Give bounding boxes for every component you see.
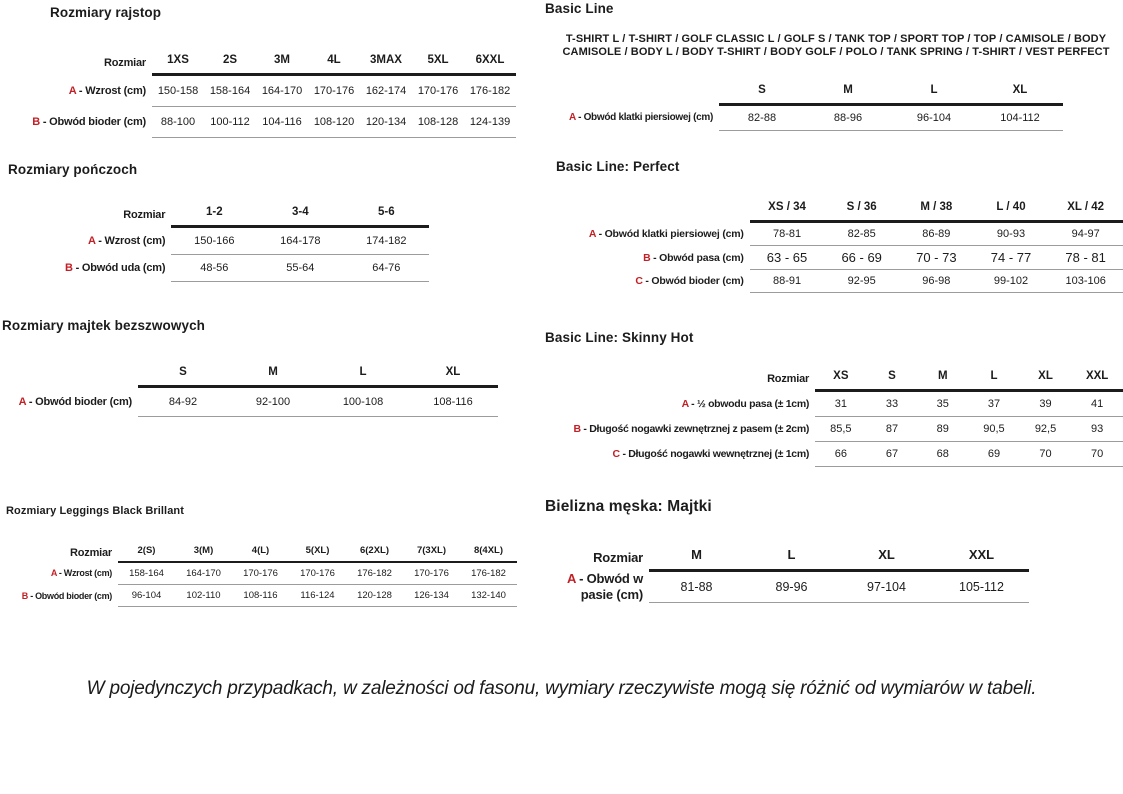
column-header: 7(3XL) bbox=[403, 543, 460, 562]
value-cell: 100-112 bbox=[204, 107, 256, 138]
row-label: A - Obwód bioder (cm) bbox=[18, 395, 132, 408]
column-header: 2S bbox=[204, 52, 256, 75]
corner-label: Rozmiar bbox=[593, 550, 643, 566]
table-header-row bbox=[545, 82, 1063, 105]
table-row bbox=[65, 255, 429, 282]
value-cell: 99-102 bbox=[974, 270, 1049, 293]
table-row bbox=[30, 107, 516, 138]
value-cell: 92-100 bbox=[228, 387, 318, 417]
value-cell: 150-158 bbox=[152, 75, 204, 107]
table-row bbox=[30, 75, 516, 107]
column-header: M bbox=[228, 364, 318, 387]
value-cell: 92-95 bbox=[824, 270, 899, 293]
column-header: M / 38 bbox=[899, 199, 974, 222]
value-cell: 88-100 bbox=[152, 107, 204, 138]
corner-label: Rozmiar bbox=[123, 209, 166, 222]
value-cell: 176-182 bbox=[460, 562, 517, 585]
column-header: M bbox=[805, 82, 891, 105]
value-cell: 124-139 bbox=[464, 107, 516, 138]
value-cell: 90-93 bbox=[974, 222, 1049, 246]
column-header: 5XL bbox=[412, 52, 464, 75]
row-label: B - Długość nogawki zewnętrznej z pasem (± 2cm) bbox=[573, 423, 810, 435]
row-key-letter: A bbox=[88, 234, 96, 247]
value-cell: 85,5 bbox=[815, 417, 867, 442]
section-title-rozmiary-ponczoch: Rozmiary pończoch bbox=[8, 162, 138, 177]
row-key-letter: A bbox=[566, 570, 576, 586]
value-cell: 41 bbox=[1071, 391, 1123, 417]
value-cell: 37 bbox=[968, 391, 1020, 417]
row-label: B - Obwód bioder (cm) bbox=[21, 590, 112, 601]
column-header: S bbox=[867, 368, 918, 391]
section-title-bielizna-meska: Bielizna męska: Majtki bbox=[545, 498, 712, 515]
value-cell: 69 bbox=[968, 442, 1020, 467]
value-cell: 74 - 77 bbox=[974, 246, 1049, 270]
value-cell: 70 bbox=[1020, 442, 1072, 467]
column-header: XXL bbox=[934, 545, 1029, 571]
section-title-basic-line-perfect: Basic Line: Perfect bbox=[556, 159, 680, 174]
row-key-letter: B bbox=[643, 251, 651, 264]
value-cell: 82-85 bbox=[824, 222, 899, 246]
column-header: 3MAX bbox=[360, 52, 412, 75]
value-cell: 158-164 bbox=[204, 75, 256, 107]
column-header: XL / 42 bbox=[1048, 199, 1123, 222]
value-cell: 82-88 bbox=[719, 105, 805, 131]
column-header: 5-6 bbox=[343, 204, 429, 227]
table-rozmiary-majtek-bezszwowych bbox=[2, 364, 498, 417]
row-key-letter: B bbox=[573, 423, 581, 435]
table-header-row bbox=[560, 199, 1123, 222]
value-cell: 126-134 bbox=[403, 585, 460, 607]
section-title-rozmiary-leggings: Rozmiary Leggings Black Brillant bbox=[6, 505, 185, 517]
section-title-rozmiary-majtek-bezszwowych: Rozmiary majtek bezszwowych bbox=[2, 318, 206, 333]
value-cell: 78-81 bbox=[750, 222, 825, 246]
column-header: 4(L) bbox=[232, 543, 289, 562]
value-cell: 170-176 bbox=[289, 562, 346, 585]
row-key-letter: C bbox=[612, 448, 620, 460]
value-cell: 39 bbox=[1020, 391, 1072, 417]
row-label: A - Wzrost (cm) bbox=[88, 234, 166, 247]
column-header: 8(4XL) bbox=[460, 543, 517, 562]
value-cell: 108-116 bbox=[408, 387, 498, 417]
value-cell: 31 bbox=[815, 391, 867, 417]
column-header: XL bbox=[839, 545, 934, 571]
row-key-letter: C bbox=[635, 275, 643, 287]
table-row bbox=[560, 270, 1123, 293]
value-cell: 104-112 bbox=[977, 105, 1063, 131]
value-cell: 104-116 bbox=[256, 107, 308, 138]
table-row bbox=[542, 442, 1123, 467]
row-label: A - Obwód w pasie (cm) bbox=[566, 570, 643, 602]
row-label: B - Obwód bioder (cm) bbox=[32, 116, 146, 128]
column-header: L bbox=[891, 82, 977, 105]
table-rozmiary-leggings bbox=[18, 543, 517, 607]
table-row bbox=[560, 222, 1123, 246]
value-cell: 87 bbox=[867, 417, 918, 442]
column-header: 6XXL bbox=[464, 52, 516, 75]
basic-line-product-list: T-SHIRT L / T-SHIRT / GOLF CLASSIC L / GOLF S / TANK TOP / SPORT TOP / TOP / CAMISOLE / BODY CAMISOLE / BODY L / BODY T-SHIRT / BODY GOLF / POLO / TANK SPRING / T-SHIRT / VEST PERFECT bbox=[562, 33, 1110, 58]
value-cell: 81-88 bbox=[649, 571, 744, 603]
row-key-letter: B bbox=[65, 262, 73, 274]
column-header: 1XS bbox=[152, 52, 204, 75]
column-header: 3(M) bbox=[175, 543, 232, 562]
table-row bbox=[65, 227, 429, 255]
column-header: S / 36 bbox=[824, 199, 899, 222]
value-cell: 170-176 bbox=[403, 562, 460, 585]
row-key-letter: A bbox=[681, 397, 689, 410]
column-header: 2(S) bbox=[118, 543, 175, 562]
value-cell: 48-56 bbox=[171, 255, 257, 282]
table-rozmiary-ponczoch bbox=[65, 204, 429, 282]
value-cell: 90,5 bbox=[968, 417, 1020, 442]
column-header: 6(2XL) bbox=[346, 543, 403, 562]
value-cell: 170-176 bbox=[308, 75, 360, 107]
row-label: C - Obwód bioder (cm) bbox=[635, 275, 744, 287]
value-cell: 66 - 69 bbox=[824, 246, 899, 270]
value-cell: 97-104 bbox=[839, 571, 934, 603]
corner-label: Rozmiar bbox=[104, 57, 146, 70]
value-cell: 63 - 65 bbox=[750, 246, 825, 270]
value-cell: 150-166 bbox=[171, 227, 257, 255]
table-row bbox=[545, 105, 1063, 131]
section-title-rozmiary-rajstop: Rozmiary rajstop bbox=[50, 5, 162, 20]
value-cell: 67 bbox=[867, 442, 918, 467]
column-header: XL bbox=[408, 364, 498, 387]
value-cell: 108-116 bbox=[232, 585, 289, 607]
column-header: 3-4 bbox=[257, 204, 343, 227]
value-cell: 93 bbox=[1071, 417, 1123, 442]
value-cell: 70 - 73 bbox=[899, 246, 974, 270]
column-header: XL bbox=[1020, 368, 1072, 391]
table-row bbox=[18, 562, 517, 585]
corner-label bbox=[560, 199, 750, 222]
value-cell: 120-128 bbox=[346, 585, 403, 607]
value-cell: 176-182 bbox=[464, 75, 516, 107]
column-header: S bbox=[138, 364, 228, 387]
column-header: XS bbox=[815, 368, 867, 391]
value-cell: 170-176 bbox=[412, 75, 464, 107]
row-label: B - Obwód uda (cm) bbox=[65, 262, 166, 274]
value-cell: 88-91 bbox=[750, 270, 825, 293]
table-header-row bbox=[30, 52, 516, 75]
table-row bbox=[2, 387, 498, 417]
table-header-row bbox=[542, 368, 1123, 391]
value-cell: 86-89 bbox=[899, 222, 974, 246]
row-label: A - Obwód klatki piersiowej (cm) bbox=[569, 112, 713, 123]
row-label: A - Wzrost (cm) bbox=[50, 568, 112, 579]
column-header: L / 40 bbox=[974, 199, 1049, 222]
row-label: A - Wzrost (cm) bbox=[68, 84, 146, 97]
value-cell: 164-170 bbox=[256, 75, 308, 107]
table-basic-line bbox=[545, 82, 1063, 131]
value-cell: 94-97 bbox=[1048, 222, 1123, 246]
table-header-row bbox=[18, 543, 517, 562]
value-cell: 162-174 bbox=[360, 75, 412, 107]
table-row bbox=[542, 391, 1123, 417]
value-cell: 68 bbox=[917, 442, 968, 467]
value-cell: 102-110 bbox=[175, 585, 232, 607]
column-header: L bbox=[744, 545, 839, 571]
value-cell: 170-176 bbox=[232, 562, 289, 585]
footnote-text: W pojedynczych przypadkach, w zależności od fasonu, wymiary rzeczywiste mogą się różnić od wymiarów w tabeli. bbox=[86, 678, 1037, 699]
row-key-letter: A bbox=[18, 395, 26, 408]
column-header: 5(XL) bbox=[289, 543, 346, 562]
value-cell: 89 bbox=[917, 417, 968, 442]
value-cell: 120-134 bbox=[360, 107, 412, 138]
value-cell: 84-92 bbox=[138, 387, 228, 417]
table-basic-line-perfect bbox=[560, 199, 1123, 293]
table-row bbox=[565, 571, 1029, 603]
column-header: L bbox=[318, 364, 408, 387]
row-key-letter: A bbox=[50, 568, 57, 579]
table-basic-line-skinny-hot bbox=[542, 368, 1123, 467]
table-header-row bbox=[65, 204, 429, 227]
row-key-letter: A bbox=[588, 227, 596, 240]
table-header-row bbox=[565, 545, 1029, 571]
value-cell: 116-124 bbox=[289, 585, 346, 607]
value-cell: 66 bbox=[815, 442, 867, 467]
section-title-basic-line-skinny-hot: Basic Line: Skinny Hot bbox=[545, 330, 694, 345]
table-bielizna-meska bbox=[565, 545, 1029, 603]
corner-label bbox=[2, 364, 138, 387]
row-label: C - Długość nogawki wewnętrznej (± 1cm) bbox=[612, 448, 810, 460]
table-row bbox=[542, 417, 1123, 442]
value-cell: 103-106 bbox=[1048, 270, 1123, 293]
value-cell: 35 bbox=[917, 391, 968, 417]
corner-label: Rozmiar bbox=[767, 373, 810, 386]
value-cell: 96-104 bbox=[891, 105, 977, 131]
column-header: XS / 34 bbox=[750, 199, 825, 222]
table-row bbox=[560, 246, 1123, 270]
row-label: A - Obwód klatki piersiowej (cm) bbox=[588, 227, 744, 240]
corner-label bbox=[545, 82, 719, 105]
table-header-row bbox=[2, 364, 498, 387]
value-cell: 108-128 bbox=[412, 107, 464, 138]
value-cell: 108-120 bbox=[308, 107, 360, 138]
value-cell: 105-112 bbox=[934, 571, 1029, 603]
value-cell: 158-164 bbox=[118, 562, 175, 585]
value-cell: 55-64 bbox=[257, 255, 343, 282]
column-header: M bbox=[917, 368, 968, 391]
corner-label: Rozmiar bbox=[70, 546, 112, 559]
row-label: B - Obwód pasa (cm) bbox=[643, 251, 744, 264]
column-header: 4L bbox=[308, 52, 360, 75]
value-cell: 70 bbox=[1071, 442, 1123, 467]
value-cell: 89-96 bbox=[744, 571, 839, 603]
value-cell: 174-182 bbox=[343, 227, 429, 255]
row-key-letter: B bbox=[21, 590, 28, 601]
value-cell: 33 bbox=[867, 391, 918, 417]
value-cell: 164-170 bbox=[175, 562, 232, 585]
row-label: A - ½ obwodu pasa (± 1cm) bbox=[681, 397, 810, 410]
value-cell: 88-96 bbox=[805, 105, 891, 131]
row-key-letter: A bbox=[68, 84, 77, 97]
column-header: XXL bbox=[1071, 368, 1123, 391]
column-header: L bbox=[968, 368, 1020, 391]
column-header: S bbox=[719, 82, 805, 105]
column-header: 3M bbox=[256, 52, 308, 75]
column-header: 1-2 bbox=[171, 204, 257, 227]
row-key-letter: A bbox=[569, 112, 576, 123]
table-rozmiary-rajstop bbox=[30, 52, 516, 138]
value-cell: 64-76 bbox=[343, 255, 429, 282]
column-header: XL bbox=[977, 82, 1063, 105]
row-key-letter: B bbox=[32, 116, 40, 128]
value-cell: 96-98 bbox=[899, 270, 974, 293]
value-cell: 96-104 bbox=[118, 585, 175, 607]
value-cell: 100-108 bbox=[318, 387, 408, 417]
value-cell: 92,5 bbox=[1020, 417, 1072, 442]
value-cell: 176-182 bbox=[346, 562, 403, 585]
table-row bbox=[18, 585, 517, 607]
section-title-basic-line: Basic Line bbox=[545, 1, 614, 16]
value-cell: 78 - 81 bbox=[1048, 246, 1123, 270]
value-cell: 164-178 bbox=[257, 227, 343, 255]
value-cell: 132-140 bbox=[460, 585, 517, 607]
column-header: M bbox=[649, 545, 744, 571]
